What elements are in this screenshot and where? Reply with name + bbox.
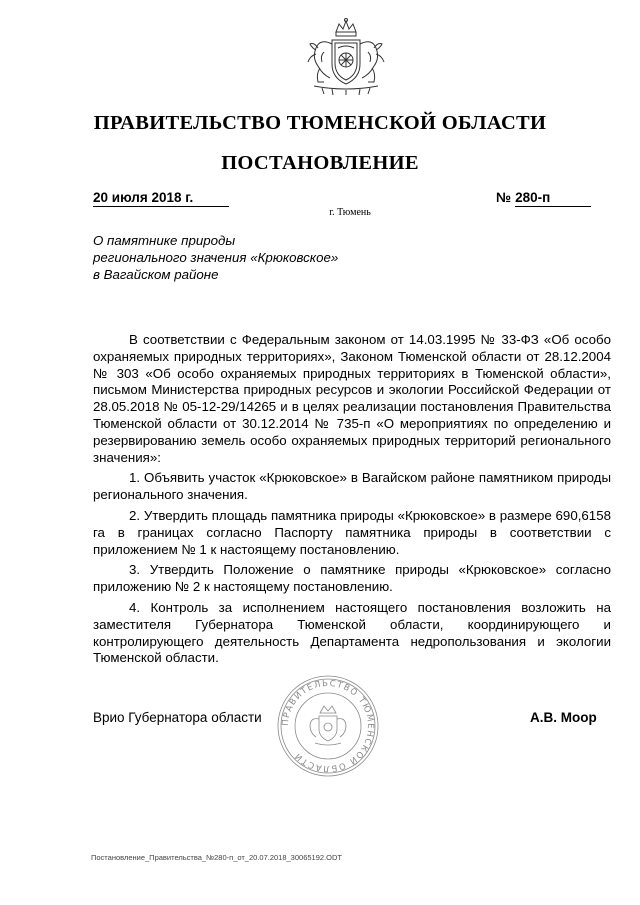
number-sign: №: [496, 190, 512, 205]
document-number: 280-п: [515, 190, 591, 207]
clause-2: 2. Утвердить площадь памятника природы «Крюковское» в размере 690,6158 га в границах согласно Паспорту памятника природы в соответствии с приложением № 1 к настоящему постановлению.: [93, 507, 611, 557]
clause-4: 4. Контроль за исполнением настоящего постановления возложить на заместителя Губернатора Тюменской области, координирующего и контролирующего деятельность Департамента недропользования и экологии Тюменской области.: [93, 599, 611, 666]
preamble-paragraph: В соответствии с Федеральным законом от 14.03.1995 № 33-ФЗ «Об особо охраняемых природных территориях», Законом Тюменской области от 28.12.2004 № 303 «Об особо охраняемых природных территориях в Тюменской области», письмом Министерства природных ресурсов и экологии Российской Федерации от 28.05.2018 № 05-12-29/14265 и в целях реализации постановления Правительства Тюменской области от 30.12.2014 № 735-п «О мероприятиях по определению и резервированию земель особо охраняемых природных территорий регионального значения»:: [93, 332, 611, 465]
clause-3: 3. Утвердить Положение о памятнике природы «Крюковское» согласно приложению № 2 к настоящему постановлению.: [93, 562, 611, 595]
coat-of-arms-icon: [302, 18, 390, 96]
stamp-text: ПРАВИТЕЛЬСТВО ТЮМЕНСКОЙ ОБЛАСТИ: [280, 678, 376, 774]
subject-line-3: в Вагайском районе: [93, 267, 219, 282]
clause-1: 1. Объявить участок «Крюковское» в Вагайском районе памятником природы регионального значения.: [93, 470, 611, 503]
document-number-field: [496, 190, 604, 207]
official-seal-stamp: [275, 673, 381, 779]
subject-line-2: регионального значения «Крюковское»: [93, 250, 339, 265]
organization-title: ПРАВИТЕЛЬСТВО ТЮМЕНСКОЙ ОБЛАСТИ: [93, 112, 547, 134]
document-type: ПОСТАНОВЛЕНИЕ: [221, 152, 419, 174]
document-body: [93, 332, 611, 667]
signatory-name: А.В. Моор: [530, 710, 597, 725]
file-name-footer: Постановление_Правительства_№280-п_от_20.07.2018_30065192.ODT: [91, 853, 342, 862]
document-date: 20 июля 2018 г.: [93, 190, 229, 207]
signatory-position: Врио Губернатора области: [93, 710, 262, 725]
city-label: г. Тюмень: [329, 207, 371, 218]
subject-line-1: О памятнике природы: [93, 233, 236, 248]
